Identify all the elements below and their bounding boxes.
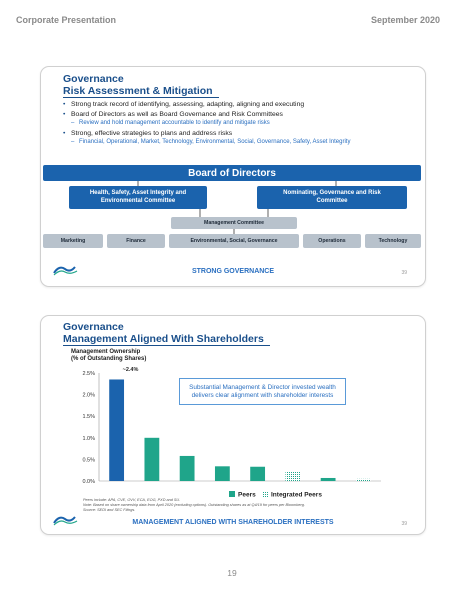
slide-risk-assessment: [40, 66, 426, 287]
legend-swatch-peers: [229, 491, 235, 497]
org-connector: [267, 209, 269, 217]
y-tick-label: 1.0%: [82, 435, 95, 442]
bar-integrated: [356, 479, 371, 481]
callout-box: Substantial Management & Director invested wealth delivers clear alignment with shareholder interests: [179, 378, 346, 405]
page-number: 19: [227, 568, 237, 578]
footnote: Peers include: APA, CVE, OVV, ECA, EOG, PXD and SU.: [83, 498, 181, 502]
org-function-technology: Technology: [365, 234, 421, 248]
legend-label-peers: Peers: [238, 491, 256, 499]
org-function-finance: Finance: [107, 234, 165, 248]
bullet-item: • Strong track record of identifying, assessing, adapting, aligning and executing: [63, 100, 418, 110]
bar-peer: [321, 478, 336, 481]
slide-page-number: 39: [401, 270, 407, 276]
slide-management-alignment: [40, 315, 426, 535]
bullet-list: [63, 100, 418, 148]
bullet-item: • Strong, effective strategies to plans and address risks: [63, 129, 418, 139]
slide-title-line2: Management Aligned With Shareholders: [63, 333, 270, 346]
org-function-marketing: Marketing: [43, 234, 103, 248]
org-hse-committee: Health, Safety, Asset Integrity and Environmental Committee: [69, 186, 207, 209]
y-tick-label: 2.5%: [82, 371, 95, 377]
bar-company: [109, 379, 124, 481]
y-tick-label: 2.0%: [82, 392, 95, 399]
company-logo-icon: [51, 513, 81, 527]
slide-footer: MANAGEMENT ALIGNED WITH SHAREHOLDER INTERESTS: [132, 519, 334, 526]
slide-title: [63, 321, 270, 346]
y-tick-label: 0.5%: [82, 457, 95, 464]
footnote: Note: Based on share ownership data from April 2020 (excluding options). Outstanding shares as at Q4/19 for peers per Bloomberg.: [83, 502, 305, 507]
footnotes: [83, 498, 383, 512]
bar-peer: [215, 466, 230, 481]
slide-title-line1: Governance: [63, 73, 124, 85]
chart-title: (% of Outstanding Shares): [71, 356, 147, 362]
slide-footer: STRONG GOVERNANCE: [191, 268, 275, 275]
company-logo-icon: [51, 263, 81, 277]
org-management-committee: Management Committee: [171, 217, 297, 229]
org-function-esg: Environmental, Social, Governance: [169, 234, 299, 248]
sub-bullet-item: – Review and hold management accountable to identify and mitigate risks: [63, 119, 418, 129]
slide-page-number: 39: [401, 521, 407, 527]
document-header-right: September 2020: [370, 15, 440, 25]
legend-swatch-integrated: [262, 491, 268, 497]
document-header-left: Corporate Presentation: [16, 15, 117, 25]
legend-label-integrated: Integrated Peers: [271, 491, 322, 499]
y-tick-label: 0.0%: [82, 479, 95, 485]
org-board-of-directors: Board of Directors: [43, 165, 421, 181]
org-connector: [199, 209, 201, 217]
data-label: ~2.4%: [122, 367, 139, 373]
bar-integrated: [285, 471, 300, 481]
slide-title-line2: Risk Assessment & Mitigation: [63, 85, 219, 98]
org-governance-committee: Nominating, Governance and Risk Committee: [257, 186, 407, 209]
bar-peer: [144, 438, 159, 481]
y-tick-label: 1.5%: [82, 414, 95, 421]
slide-title-line1: Governance: [63, 321, 124, 333]
org-function-operations: Operations: [303, 234, 361, 248]
bar-peer: [180, 456, 195, 481]
chart-title: Management Ownership: [71, 349, 141, 355]
sub-bullet-item: – Financial, Operational, Market, Technology, Environmental, Social, Governance, Safety, Asset Integrity: [63, 138, 418, 148]
footnote: Source: SEDI and SEC Filings.: [83, 507, 136, 512]
slide-title: [63, 73, 219, 98]
bullet-item: • Board of Directors as well as Board Governance and Risk Committees: [63, 110, 418, 120]
bar-peer: [250, 467, 265, 481]
